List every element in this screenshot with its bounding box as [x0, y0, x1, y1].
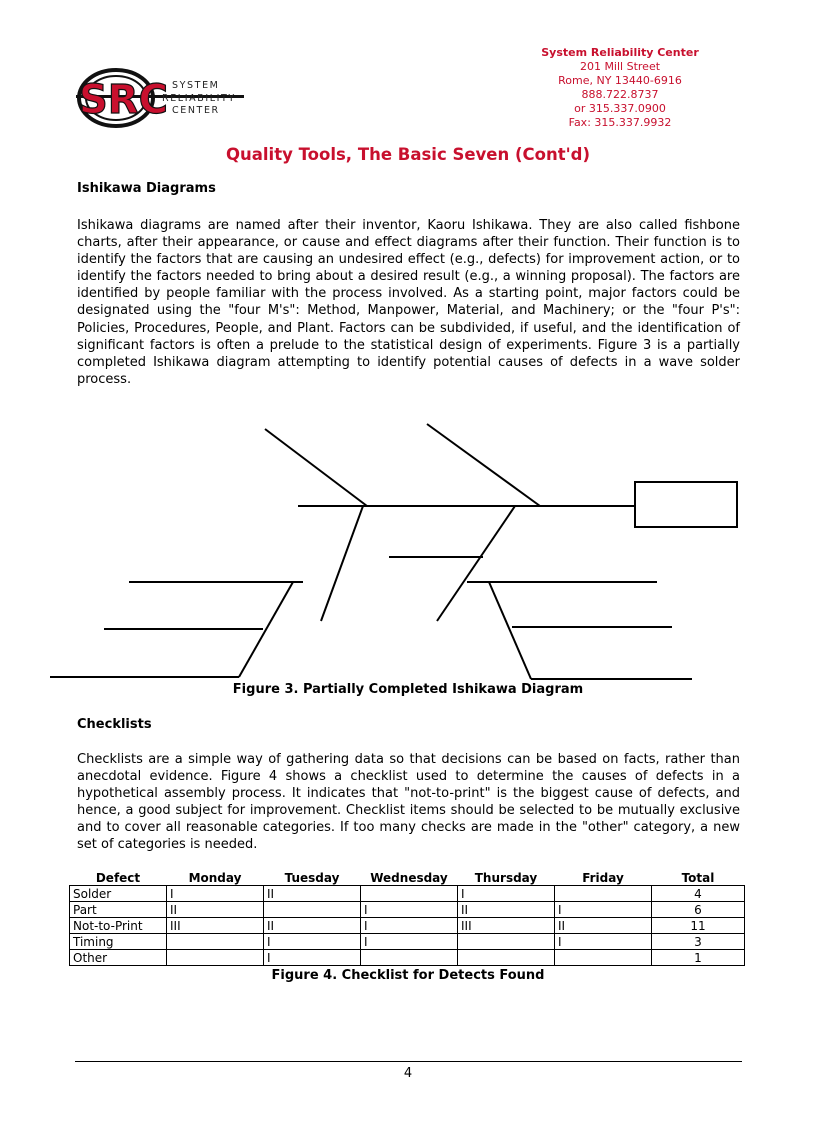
column-header: Friday — [582, 870, 624, 885]
table-row — [70, 902, 745, 918]
table-cell: I — [167, 886, 264, 902]
table-cell — [167, 950, 264, 966]
checklists-paragraph: Checklists are a simple way of gathering data so that decisions can be based on facts, rather than anecdotal evidence. Figure 4 shows a checklist used to determine the causes of defects in a hypothetical assembly process. It indicates that "not-to-print" is the biggest cause of defects, and hence, a good subject for improvement. Checklist items should be selected to be mutually exclusive and to cover all reasonable categories. If too many checks are made in the "other" category, a new set of categories is needed. — [77, 752, 740, 853]
table-cell — [555, 950, 652, 966]
phone-tollfree: 888.722.8737 — [581, 88, 659, 101]
table-cell: III — [458, 918, 555, 934]
table-header-row — [70, 870, 745, 886]
table-cell: I — [361, 902, 458, 918]
logo-line-system: SYSTEM — [172, 80, 220, 91]
org-name: System Reliability Center — [541, 46, 699, 59]
city-state-zip: Rome, NY 13440-6916 — [558, 74, 682, 87]
table-cell: I — [555, 934, 652, 950]
column-header: Wednesday — [370, 870, 448, 885]
table-cell — [361, 950, 458, 966]
table-cell-total: 6 — [652, 902, 745, 918]
table-cell: I — [361, 934, 458, 950]
table-cell: Other — [70, 950, 167, 966]
table-cell: II — [264, 886, 361, 902]
diagram-bone-2 — [427, 424, 540, 506]
table-cell — [264, 902, 361, 918]
table-cell: II — [264, 918, 361, 934]
table-cell-total: 4 — [652, 886, 745, 902]
fax-number: Fax: 315.337.9932 — [568, 116, 672, 129]
column-header: Defect — [95, 870, 141, 885]
column-header: Monday — [188, 870, 242, 885]
table-cell-total: 1 — [652, 950, 745, 966]
table-row — [70, 918, 745, 934]
checklists-heading: Checklists — [77, 717, 152, 732]
diagram-effect-box — [635, 482, 737, 527]
column-header: Tuesday — [284, 870, 340, 885]
logo-letters: SRC — [79, 77, 168, 123]
address-block — [510, 46, 730, 130]
page-title: Quality Tools, The Basic Seven (Cont'd) — [225, 145, 590, 164]
table-cell: Solder — [70, 886, 167, 902]
table-cell — [458, 934, 555, 950]
table-cell: I — [264, 950, 361, 966]
table-cell: Part — [70, 902, 167, 918]
table-cell: I — [555, 902, 652, 918]
logo-line-reliability: RELIABILITY — [162, 93, 236, 104]
column-header: Total — [681, 870, 715, 885]
table-row — [70, 886, 745, 902]
table-cell: III — [167, 918, 264, 934]
phone-local: or 315.337.0900 — [574, 102, 666, 115]
src-logo — [76, 66, 246, 130]
table-cell: II — [555, 918, 652, 934]
table-cell: II — [167, 902, 264, 918]
table-cell — [167, 934, 264, 950]
table-cell: Not-to-Print — [70, 918, 167, 934]
table-cell-total: 3 — [652, 934, 745, 950]
ishikawa-diagram — [0, 420, 816, 690]
table-cell — [458, 950, 555, 966]
column-header: Thursday — [474, 870, 538, 885]
table-cell — [361, 886, 458, 902]
footer-divider — [75, 1061, 742, 1062]
page-number: 4 — [403, 1066, 413, 1081]
table-row — [70, 934, 745, 950]
table-cell — [555, 886, 652, 902]
table-cell: I — [361, 918, 458, 934]
ishikawa-paragraph: Ishikawa diagrams are named after their inventor, Kaoru Ishikawa. They are also called fishbone charts, after their appearance, or cause and effect diagrams after their function. Their function is to identify the factors that are causing an undesired effect (e.g., defects) for improvement action, or to identify the factors needed to bring about a desired result (e.g., a winning proposal). The factors are identified by people familiar with the process involved. As a starting point, major factors could be designated using the "four M's": Method, Manpower, Material, and Machinery; or the "four P's": Policies, Procedures, People, and Plant. Factors can be subdivided, if useful, and the identification of significant factors is often a prelude to the statistical design of experiments. Figure 3 is a partially completed Ishikawa diagram attempting to identify potential causes of defects in a wave solder process. — [77, 218, 740, 387]
table-cell: I — [458, 886, 555, 902]
diagram-bone-1 — [265, 429, 367, 506]
table-cell: Timing — [70, 934, 167, 950]
figure-3-caption: Figure 3. Partially Completed Ishikawa Diagram — [232, 682, 584, 697]
defect-checklist-table — [69, 870, 745, 966]
ishikawa-heading: Ishikawa Diagrams — [77, 181, 216, 196]
diagram-bone-4 — [437, 506, 515, 621]
table-row — [70, 950, 745, 966]
diagram-bone-6 — [489, 582, 531, 679]
figure-4-caption: Figure 4. Checklist for Detects Found — [271, 968, 545, 983]
table-cell-total: 11 — [652, 918, 745, 934]
diagram-bone-3 — [321, 506, 363, 621]
table-cell: II — [458, 902, 555, 918]
street-address: 201 Mill Street — [579, 60, 661, 73]
logo-line-center: CENTER — [172, 105, 220, 116]
table-cell: I — [264, 934, 361, 950]
